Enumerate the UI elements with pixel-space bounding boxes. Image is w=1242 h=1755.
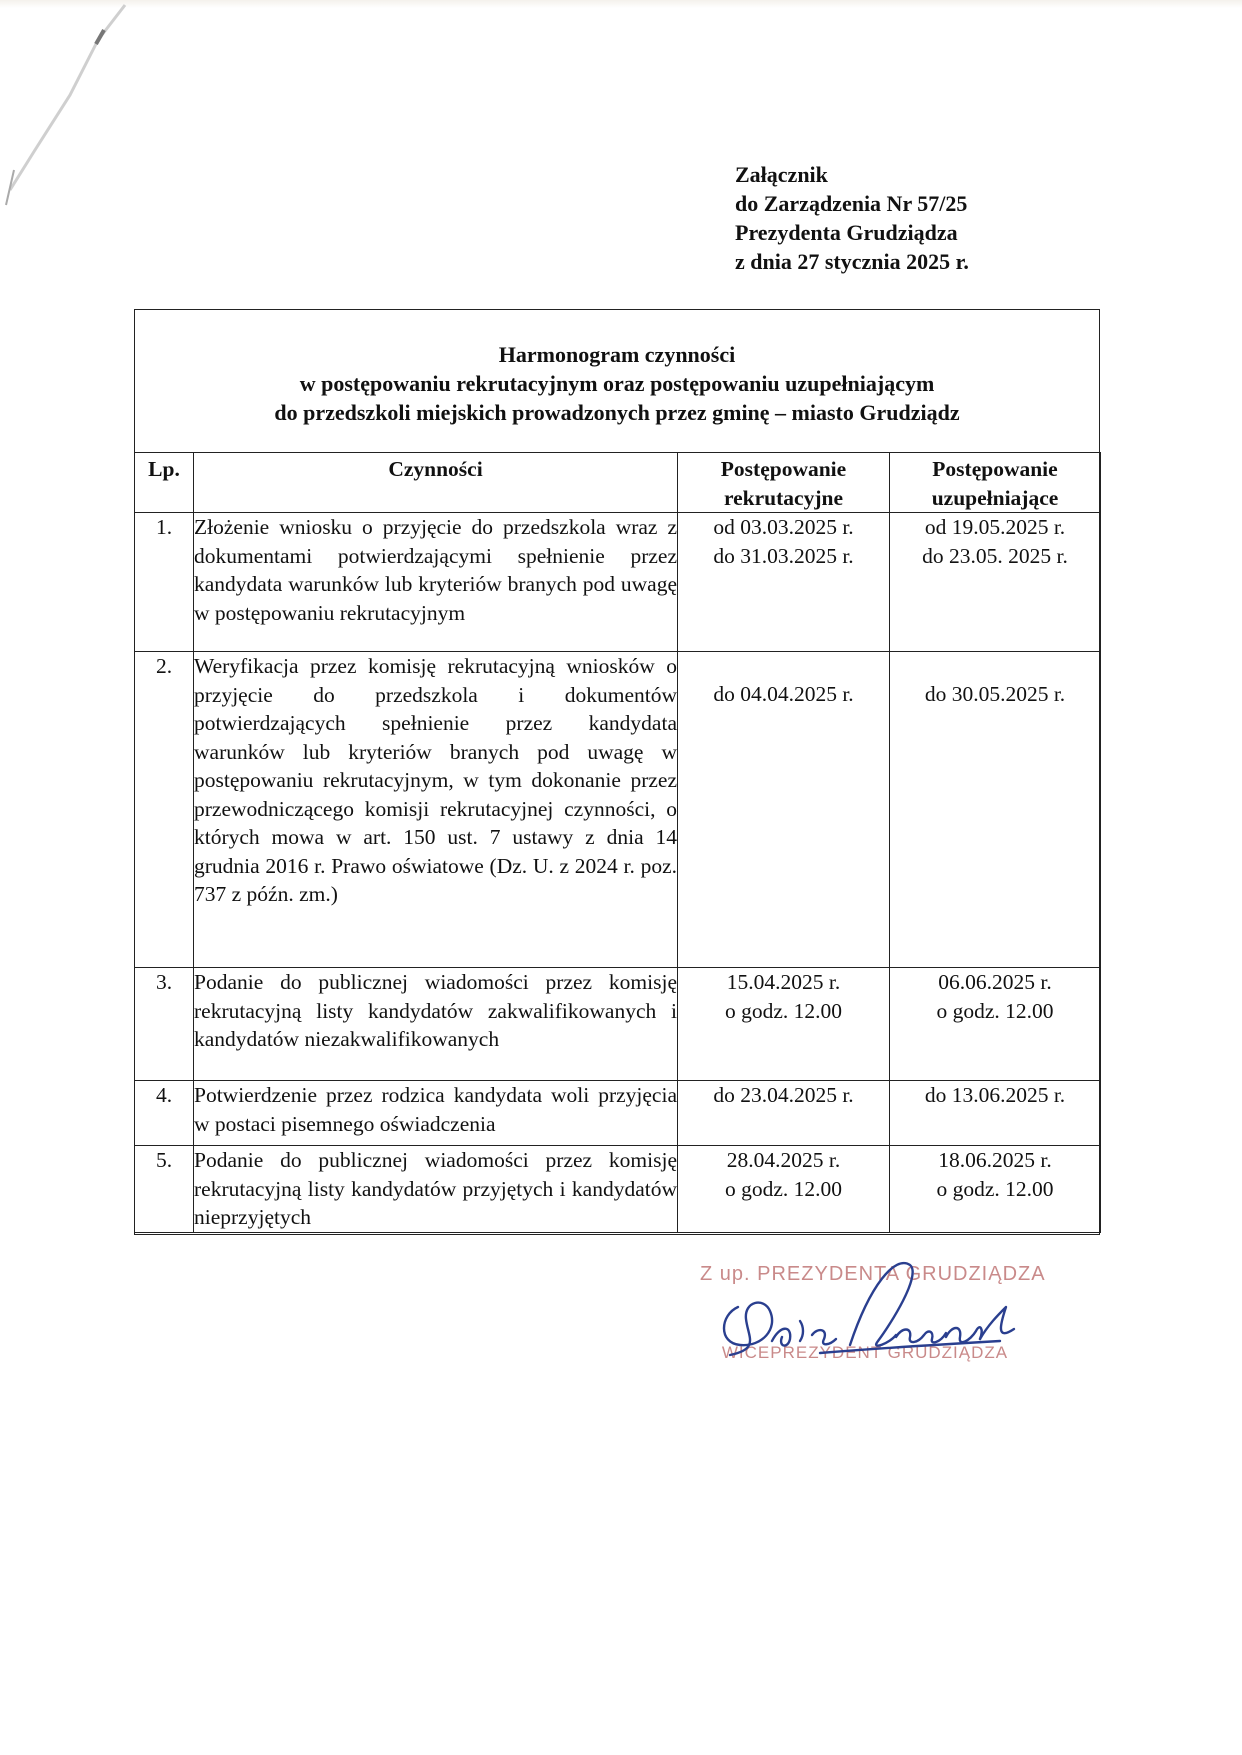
date-line: do 23.05. 2025 r. — [922, 543, 1068, 568]
row-number: 1. — [135, 513, 194, 652]
supplementary-date — [890, 968, 1101, 1081]
table-row — [135, 513, 1101, 652]
scan-fold-mark — [0, 0, 140, 220]
activity-cell: Podanie do publicznej wiadomości przez komisję rekrutacyjną listy kandydatów przyjętych i kandydatów nieprzyjętych — [194, 1146, 678, 1233]
table-row — [135, 652, 1101, 968]
annex-issuer: Prezydenta Grudziądza — [735, 220, 958, 245]
stamp-line-authority: Z up. PREZYDENTA GRUDZIĄDZA — [700, 1263, 1046, 1285]
table-row — [135, 1146, 1101, 1233]
schedule-heading — [134, 340, 1100, 427]
activity-cell: Potwierdzenie przez rodzica kandydata woli przyjęcia w postaci pisemnego oświadczenia — [194, 1081, 678, 1146]
header-supplementary: Postępowanie uzupełniające — [890, 453, 1101, 513]
heading-subtitle-2: do przedszkoli miejskich prowadzonych przez gminę – miasto Grudziądz — [274, 400, 960, 425]
table-header-row — [135, 453, 1101, 513]
header-lp: Lp. — [135, 453, 194, 513]
date-line: 28.04.2025 r. — [726, 1148, 841, 1172]
date-line: od 19.05.2025 r. — [924, 515, 1066, 539]
annex-title: Załącznik — [735, 162, 828, 187]
date-line: 06.06.2025 r. — [938, 970, 1052, 994]
date-line: o godz. 12.00 — [936, 1176, 1054, 1201]
row-number: 2. — [135, 652, 194, 968]
official-stamp — [700, 1245, 1046, 1375]
activity-cell: Weryfikacja przez komisję rekrutacyjną wniosków o przyjęcie do przedszkola i dokumentów potwierdzających spełnienie przez kandydata warunków lub kryteriów branych pod uwagę w postępowaniu rekrutacyjnym, w tym dokonanie przez przewodniczącego komisji rekrutacyjnej czynności, o których mowa w art. 150 ust. 7 ustawy z dnia 14 grudnia 2016 r. Prawo oświatowe (Dz. U. z 2024 r. poz. 737 z późn. zm.) — [194, 652, 678, 968]
header-activity: Czynności — [194, 453, 678, 513]
activity-cell: Złożenie wniosku o przyjęcie do przedszkola wraz z dokumentami potwierdzającymi spełnienie przez kandydata warunków lub kryteriów branych pod uwagę w postępowaniu rekrutacyjnym — [194, 513, 678, 652]
date-line: o godz. 12.00 — [724, 998, 843, 1023]
table-row — [135, 1081, 1101, 1146]
header-recruitment: Postępowanie rekrutacyjne — [678, 453, 890, 513]
recruitment-date — [678, 968, 890, 1081]
date-line: od 03.03.2025 r. — [713, 515, 854, 539]
date-line: do 23.04.2025 r. — [713, 1083, 854, 1107]
supplementary-date — [890, 513, 1101, 652]
row-number: 5. — [135, 1146, 194, 1233]
supplementary-date — [890, 652, 1101, 968]
schedule-table — [134, 452, 1101, 1233]
table-row — [135, 968, 1101, 1081]
recruitment-date — [678, 513, 890, 652]
annex-date: z dnia 27 stycznia 2025 r. — [735, 249, 969, 274]
heading-title: Harmonogram czynności — [498, 342, 736, 367]
date-line: 18.06.2025 r. — [938, 1148, 1052, 1172]
supplementary-date — [890, 1146, 1101, 1233]
date-line: o godz. 12.00 — [724, 1176, 843, 1201]
annex-ordinance: do Zarządzenia Nr 57/25 — [735, 191, 968, 216]
supplementary-date — [890, 1081, 1101, 1146]
date-line: o godz. 12.00 — [936, 998, 1054, 1023]
handwritten-signature — [700, 1245, 1046, 1375]
activity-cell: Podanie do publicznej wiadomości przez komisję rekrutacyjną listy kandydatów zakwalifikowanych i kandydatów niezakwalifikowanych — [194, 968, 678, 1081]
date-line: do 30.05.2025 r. — [924, 682, 1066, 706]
row-number: 3. — [135, 968, 194, 1081]
date-line: do 04.04.2025 r. — [713, 682, 854, 706]
date-line: do 31.03.2025 r. — [713, 543, 854, 568]
annex-header — [735, 160, 969, 276]
scan-edge — [0, 0, 1242, 8]
recruitment-date — [678, 1081, 890, 1146]
heading-subtitle-1: w postępowaniu rekrutacyjnym oraz postępowaniu uzupełniającym — [299, 371, 935, 396]
date-line: do 13.06.2025 r. — [924, 1083, 1066, 1107]
row-number: 4. — [135, 1081, 194, 1146]
date-line: 15.04.2025 r. — [726, 970, 841, 994]
recruitment-date — [678, 652, 890, 968]
stamp-line-title: WICEPREZYDENT GRUDZIĄDZA — [721, 1343, 1009, 1362]
recruitment-date — [678, 1146, 890, 1233]
